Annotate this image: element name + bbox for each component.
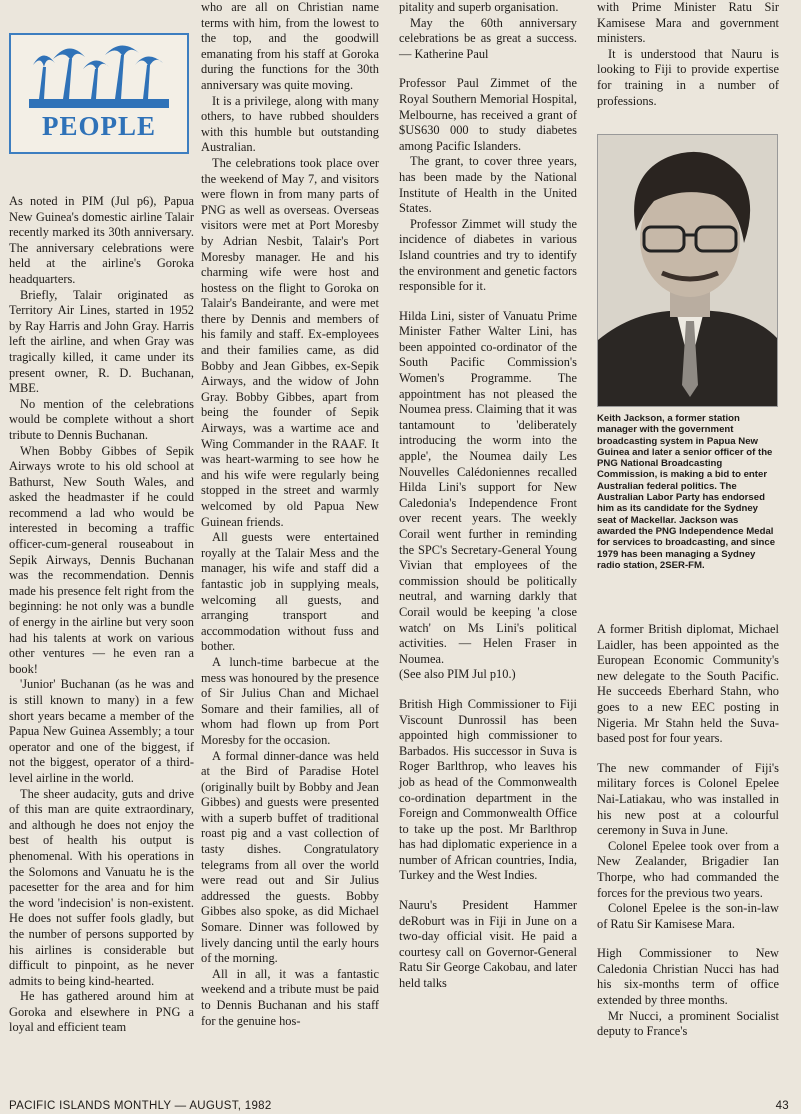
page-number: 43 [775, 1100, 789, 1112]
page-footer [9, 1100, 789, 1112]
paragraph: It is a privilege, along with many others, to have rubbed shoulders with this humble but outstanding Australian. [201, 93, 379, 155]
column-2 [201, 0, 379, 1029]
paragraph: As noted in PIM (Jul p6), Papua New Guinea's domestic airline Talair recently marked its 30th anniversary. The anniversary celebrations were held at the airline's Goroka headquarters. [9, 194, 194, 286]
paragraph: who are all on Christian name terms with him, from the lowest to the top, and the goodwill emanating from his staff at Goroka during the functions for the 30th anniversary was quite moving. [201, 0, 379, 92]
palm-trees-icon [29, 41, 169, 113]
paragraph: 'Junior' Buchanan (as he was and is still known to many) in a few short years became a member of the Papua New Guinea Assembly; a tour operator and one of the biggest, if not the biggest, operator of a third-level airline in the world. [9, 677, 194, 785]
column-4-top [597, 0, 779, 109]
paragraph: Hilda Lini, sister of Vanuatu Prime Minister Father Walter Lini, has been appointed co-ordinator of the South Pacific Commission's Women's Programme. The appointment has not pleased the Noumea press. Claiming that it was tantamount to 'deliberately introducing the worm into the apple', the Noumea daily Les Nouvelles Calédoniennes recalled Hilda Lini's support for New Caledonia's Independence Front over recent years. The weekly Corail went further in reminding the SPC's Secretary-General Young Vivian that employees of the commission should be politically neutral, and warning darkly that Corail would be keeping 'a close watch' on Ms Lini's political activities. — Helen Fraser in Noumea. [399, 308, 577, 666]
paragraph: Professor Zimmet will study the incidence of diabetes in various Island countries and try to identify the environment and genetic factors responsible for it. [399, 216, 577, 294]
portrait-photo [597, 134, 778, 407]
paragraph: All in all, it was a fantastic weekend and a tribute must be paid to Dennis Buchanan and his staff for the genuine hos- [201, 966, 379, 1028]
portrait-image-icon [598, 135, 778, 407]
paragraph: A former British diplomat, Michael Laidler, has been appointed as the European Economic Community's new delegate to the South Pacific. He succeeds Eberhard Stahn, who goes to a new EEC posting in Nigeria. Mr Stahn held the Suva-based post for four years. [597, 622, 779, 746]
paragraph: When Bobby Gibbes of Sepik Airways wrote to his old school at Bathurst, New South Wales, and asked the headmaster if he could recommend a lad who would be interested in becoming a traffic officer-cum-general rouseabout in Sepik Airways, Dennis Buchanan was the recommendation. Dennis made his presence felt right from the beginning: he not only was a bundle of energy in the airline but very soon had his talents at work on various other ventures — he even ran a book! [9, 443, 194, 676]
paragraph: Colonel Epelee is the son-in-law of Ratu Sir Kamisese Mara. [597, 901, 779, 931]
column-3 [399, 0, 577, 992]
paragraph: The grant, to cover three years, has been made by the National Institute of Health in the United States. [399, 154, 577, 216]
column-4-bottom [597, 622, 779, 1040]
paragraph: Nauru's President Hammer deRoburt was in Fiji in June on a two-day official visit. He paid a courtesy call on Governor-General Ratu Sir George Cakobau, and later held talks [399, 898, 577, 991]
paragraph: Briefly, Talair originated as Territory Air Lines, started in 1952 by Ray Harris and John Gray. Harris left the airline, and when Gray was tragically killed, it came under its present owner, R. D. Buchanan, MBE. [9, 287, 194, 396]
section-title: PEOPLE [41, 111, 156, 141]
column-1 [9, 194, 194, 1036]
footer-publication: PACIFIC ISLANDS MONTHLY — AUGUST, 1982 [9, 1100, 272, 1112]
paragraph: The new commander of Fiji's military forces is Colonel Epelee Nai-Latiakau, who was installed in his new post at a colourful ceremony in Suva in June. [597, 760, 779, 838]
paragraph: A lunch-time barbecue at the mess was honoured by the presence of Sir Julius Chan and Michael Somare and their families, all of whom had flown up from Port Moresby for the occasion. [201, 654, 379, 747]
paragraph: Colonel Epelee took over from a New Zealander, Brigadier Ian Thorpe, who had commanded the forces for the previous two years. [597, 838, 779, 900]
paragraph: All guests were entertained royally at the Talair Mess and the manager, his wife and staff did a fantastic job in supplying meals, welcoming all guests, and arranging transport and accommodation without fuss and bother. [201, 530, 379, 654]
paragraph: Professor Paul Zimmet of the Royal Southern Memorial Hospital, Melbourne, has received a grant of $US630 000 to study diabetes among Pacific Islanders. [399, 76, 577, 153]
paragraph: The celebrations took place over the weekend of May 7, and visitors were flown in from many parts of PNG as well as overseas. Overseas visitors were met at Port Moresby by Adrian Nesbit, Talair's Port Moresby manager. He and his charming wife were host and hostess on the flight to Goroka on Talair's Bandeirante, and were met there by Dennis and members of his family and staff. Ex-employees and their families came, as did Bobby and Jean Gibbes, ex-Sepik Airways, and the widow of John Gray. Bobby Gibbes, apart from being the founder of Sepik Airways, was a wartime ace and Wing Commander in the RAAF. It was heart-warming to see how he and his wife were regularly being stopped in the street and warmly welcomed by old Papua New Guinean friends. [201, 155, 379, 529]
paragraph: British High Commissioner to Fiji Viscount Dunrossil has been appointed high commissioner to Barbados. His successor in Suva is Roger Barlthrop, who leaves his job as head of the Commonwealth co-ordination department in the Foreign and Commonwealth Office to take up the post. Mr Barlthrop has had diplomatic experience in a number of African countries, India, Turkey and the West Indies. [399, 696, 577, 883]
paragraph: (See also PIM Jul p10.) [399, 667, 516, 682]
photo-caption: Keith Jackson, a former station manager with the government broadcasting system in Papua New Guinea and later a senior officer of the PNG National Broadcasting Commission, is making a bid to enter Australian federal politics. The Australian Labor Party has endorsed him as its candidate for the Sydney seat of Mackellar. Jackson was awarded the PNG Independence Medal for services to broadcasting, and since 1979 has been managing a Sydney radio station, 2SER-FM. [597, 413, 776, 571]
paragraph: He has gathered around him at Goroka and elsewhere in PNG a loyal and efficient team [9, 989, 194, 1035]
paragraph: It is understood that Nauru is looking to Fiji to provide expertise for training in a number of professions. [597, 46, 779, 108]
paragraph: A formal dinner-dance was held at the Bird of Paradise Hotel (originally built by Bobby and Jean Gibbes) and guests were presented with a superb buffet of traditional roast pig and a vast collection of tasty dishes. Congratulatory telegrams from all over the world were read out and Sir Julius addressed the guests. Bobby Gibbes also spoke, as did Michael Somare. Dinner was followed by lively dancing until the early hours of the morning. [201, 748, 379, 966]
paragraph: High Commissioner to New Caledonia Christian Nucci has had his six-months term of office extended by three months. [597, 946, 779, 1008]
paragraph: May the 60th anniversary celebrations be as great a success. — Katherine Paul [399, 15, 577, 61]
paragraph: Mr Nucci, a prominent Socialist deputy to France's [597, 1008, 779, 1039]
people-logo [9, 33, 189, 154]
paragraph: pitality and superb organisation. [399, 0, 559, 14]
paragraph: No mention of the celebrations would be complete without a short tribute to Dennis Buchanan. [9, 396, 194, 442]
paragraph: with Prime Minister Ratu Sir Kamisese Mara and government ministers. [597, 0, 779, 46]
paragraph: The sheer audacity, guts and drive of this man are quite extraordinary, and although he does not enjoy the best of health his output is phenomenal. With his operations in the Solomons and Vanuatu he is the pacesetter for the area and for him the word 'indecision' is non-existent. He does not suffer fools gladly, but the number of persons supported by his airlines is considerable but difficult to pinpoint, as he never admits to being kind-hearted. [9, 786, 194, 988]
